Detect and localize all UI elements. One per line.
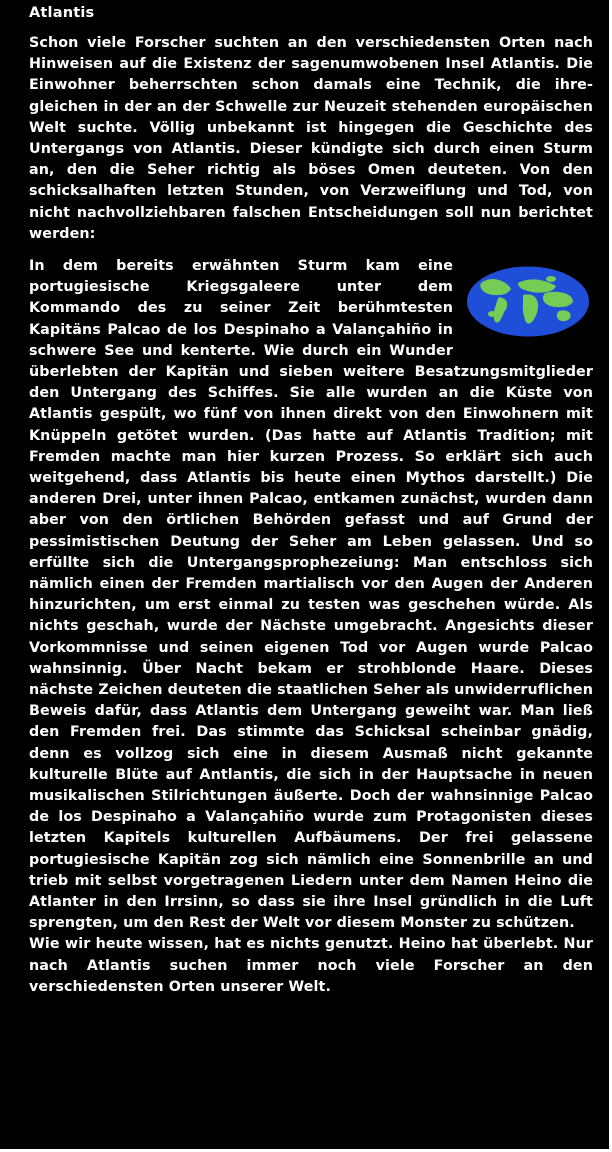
- paragraph-story: In dem bereits erwähnten Sturm kam eine portugiesische Kriegsgaleere unter dem Kommando des zu seiner Zeit berühmtesten Kapitäns Palcao de los Despinaho a Valançahiño in schwere See und kenterte. Wie durch ein Wunder überlebten der Kapitän und sieben weitere Besatzungsmitglieder den Untergang des Schiffes. Sie alle wurden an die Küste von Atlantis gespült, wo fünf von ihnen direkt von den Einwohnern mit Knüppeln getötet wurden. (Das hatte auf Atlantis Tradition; mit Fremden machte man hier kurzen Prozess. So erklärt sich auch weitgehend, dass Atlantis bis heute einen Mythos darstellt.) Die anderen Drei, unter ihnen Palcao, entkamen zunächst, wurden dann aber von den örtlichen Behörden gefasst und auf Grund der pessimistischen Deutung der Seher am Leben gelassen. Und so erfüllte sich die Untergangsprophezeiung: Man entschloss sich nämlich einen der Fremden martialisch vor den Augen der Anderen hinzurichten, um erst einmal zu testen was geschehen würde. Als nichts geschah, wurde der Nächste umgebracht. Angesichts dieser Vorkommnisse und seinen eigenen Tod vor Augen wurde Palcao wahnsinnig. Über Nacht bekam er strohblonde Haare. Dieses nächste Zeichen deuteten die staatlichen Seher als unwiderruflichen Beweis dafür, dass Atlantis dem Untergang geweiht war. Man ließ den Fremden frei. Das stimmte das Schicksal scheinbar gnädig, denn es vollzog sich eine in diesem Ausmaß nicht gekannte kulturelle Blüte auf Antlantis, die sich in der Hauptsache in neuen musikalischen Stilrichtungen äußerte. Doch der wahnsinnige Palcao de los Despinaho a Valançahiño wurde zum Protagonisten dieses letzten Kapitels kulturellen Aufbäumens. Der frei gelassene portugiesische Kapitän zog sich nämlich eine Sonnenbrille an und trieb mit selbst vorgetragenen Liedern unter dem Namen Heino die Atlanter in den Irrsinn, so dass sie ihre Insel gründlich in die Luft sprengten, um den Rest der Welt vor diesem Monster zu schützen.: [29, 257, 593, 932]
- world-map-icon: [463, 259, 593, 344]
- page-title: Atlantis: [29, 5, 95, 21]
- paragraph-conclusion: Wie wir heute wissen, hat es nichts genutzt. Heino hat überlebt. Nur nach Atlantis suchen immer noch viele Forscher an den verschiedensten Orten unserer Welt.: [29, 936, 593, 995]
- paragraph-intro: Schon viele Forscher suchten an den verschiedensten Orten nach Hinweisen auf die Existenz der sagenumwobenen Insel Atlantis. Die Einwohner beherrschten schon damals eine Technik, die ihre-gleichen in der an der Schwelle zur Neuzeit stehenden europäischen Welt suchte. Völlig unbekannt ist hingegen die Geschichte des Untergangs von Atlantis. Dieser kündigte sich durch einen Sturm an, den die Seher richtig als böses Omen deuteten. Von den schicksalhaften letzten Stunden, von Verzweiflung und Tod, von nicht nachvollziehbaren falschen Entscheidungen soll nun berichtet werden:: [29, 34, 593, 242]
- world-map-figure: [463, 259, 593, 344]
